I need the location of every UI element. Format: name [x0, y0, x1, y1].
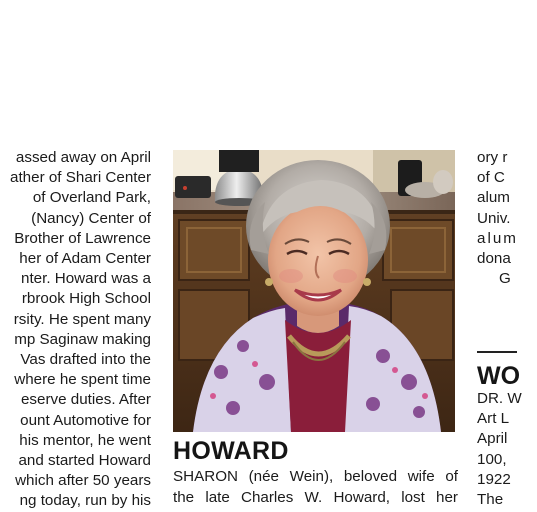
left-column-line: of Overland Park, [32, 189, 151, 207]
right-column-line: Univ. [477, 209, 511, 227]
right-column-line: alum [477, 229, 518, 247]
right-obituary-heading: WO [477, 362, 521, 390]
left-column-line: mp Saginaw making [14, 330, 151, 348]
right-column-line: alum [477, 189, 510, 207]
right-column-line: ory r [477, 149, 508, 166]
left-column-line: Brother of Lawrence [14, 229, 151, 247]
right-column-line: 100, [477, 450, 507, 468]
right-obituary-column-top [477, 148, 537, 289]
left-column-line: her of Adam Center [19, 250, 151, 268]
left-column-line: assed away on April [15, 149, 151, 166]
portrait-illustration [173, 150, 455, 432]
right-obituary-column-bottom [477, 389, 537, 510]
left-column-line: eserve duties. After [20, 391, 151, 409]
left-column-line: ount Automotive for [20, 411, 151, 429]
left-column-line: and started Howard [18, 452, 151, 470]
left-column-line: where he spent time [14, 371, 151, 389]
right-column-line: April [477, 430, 508, 448]
left-column-line: nter. Howard was a [21, 270, 151, 288]
obituary-body-text [173, 466, 458, 508]
obituary-body-line: the late Charles W. Howard, lost her [173, 489, 458, 506]
left-column-line: ather of Shari Center [10, 169, 151, 187]
right-column-line: 1922 [477, 470, 511, 488]
right-column-line: dona [477, 250, 511, 268]
left-column-line: Vas drafted into the [20, 351, 151, 369]
right-column-line: The [477, 491, 504, 509]
left-column-line: which after 50 years [15, 472, 151, 490]
right-column-line: Art L [477, 410, 510, 428]
obituary-body-line: SHARON (née Wein), beloved wife of [173, 468, 458, 485]
left-column-line: his mentor, he went [19, 431, 151, 449]
left-column-line: rsity. He spent many [13, 310, 151, 328]
obituary-portrait-photo [173, 150, 455, 432]
left-column-line: rbrook High School [21, 290, 151, 308]
obituary-name-heading: HOWARD [173, 437, 289, 465]
right-column-line: G [499, 270, 511, 288]
left-column-line: ng today, run by his [19, 492, 151, 510]
column-divider-rule [477, 351, 517, 353]
right-column-line: DR. W [477, 390, 522, 407]
left-column-line: (Nancy) Center of [31, 209, 151, 227]
left-obituary-column [0, 148, 151, 512]
right-column-line: of C [477, 169, 505, 187]
